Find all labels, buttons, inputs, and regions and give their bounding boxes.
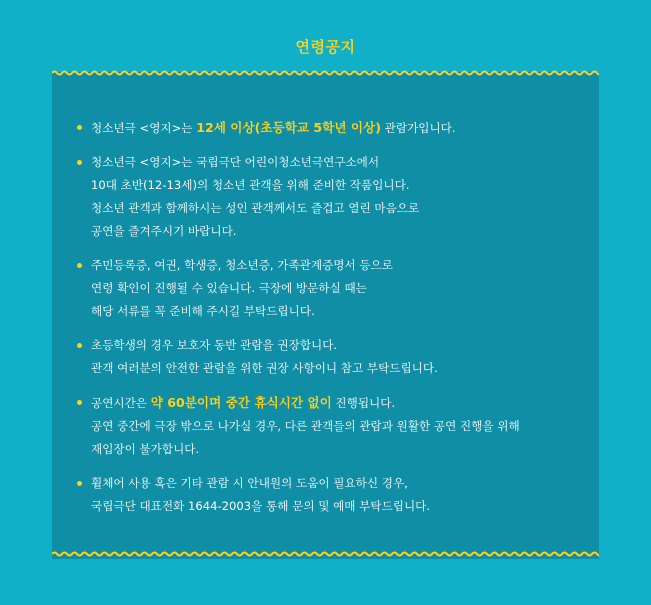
notice-item [52, 116, 599, 140]
notice-text: 공연 중간에 극장 밖으로 나가실 경우, 다른 관객들의 관람과 원활한 공연 진행을 위해 [91, 419, 520, 433]
notice-text: 연령 확인이 진행될 수 있습니다. 극장에 방문하실 때는 [91, 281, 367, 295]
top-wave-border [52, 68, 599, 78]
bullet-icon [77, 481, 82, 486]
bottom-wave-border [52, 549, 599, 559]
notice-line [91, 334, 587, 357]
notice-line [91, 151, 587, 174]
notice-line [91, 415, 587, 438]
notice-item [52, 151, 599, 243]
notice-item [52, 254, 599, 323]
notice-line [91, 472, 587, 495]
notice-text: 관객 여러분의 안전한 관람을 위한 권장 사항이니 참고 부탁드립니다. [91, 361, 438, 375]
notice-item [52, 391, 599, 461]
notice-line [91, 220, 587, 243]
bullet-icon [77, 160, 82, 165]
bullet-icon [77, 400, 82, 405]
notice-text: 휠체어 사용 혹은 기타 관람 시 안내원의 도움이 필요하신 경우, [91, 476, 408, 490]
notice-line [91, 357, 587, 380]
notice-text: 10대 초반(12-13세)의 청소년 관객을 위해 준비한 작품입니다. [91, 178, 410, 192]
notice-text: 주민등록증, 여권, 학생증, 청소년증, 가족관계증명서 등으로 [91, 258, 393, 272]
notice-line [91, 391, 587, 415]
notice-text: 공연시간은 [91, 396, 151, 410]
notice-line [91, 277, 587, 300]
notice-text: 공연을 즐겨주시기 바랍니다. [91, 224, 237, 238]
notice-line [91, 197, 587, 220]
notice-text: 청소년극 <영지>는 [91, 121, 197, 135]
bullet-icon [77, 343, 82, 348]
notice-line [91, 438, 587, 461]
notice-item [52, 334, 599, 380]
notice-text: 국립극단 대표전화 1644-2003을 통해 문의 및 예매 부탁드립니다. [91, 499, 431, 513]
notice-text: 해당 서류를 꼭 준비해 주시길 부탁드립니다. [91, 304, 315, 318]
notice-text: 초등학생의 경우 보호자 동반 관람을 권장합니다. [91, 338, 338, 352]
notice-list [52, 116, 599, 529]
highlight-text: 12세 이상(초등학교 5학년 이상) [196, 120, 381, 135]
notice-text: 청소년극 <영지>는 국립극단 어린이청소년극연구소에서 [91, 155, 380, 169]
highlight-text: 약 60분이며 중간 휴식시간 없이 [150, 395, 332, 410]
page-title: 연령공지 [295, 38, 356, 56]
notice-line [91, 300, 587, 323]
notice-text: 청소년 관객과 함께하시는 성인 관객께서도 즐겁고 열린 마음으로 [91, 201, 420, 215]
notice-text: 진행됩니다. [331, 396, 396, 410]
notice-line [91, 174, 587, 197]
bullet-icon [77, 125, 82, 130]
notice-item [52, 472, 599, 518]
notice-text: 관람가입니다. [380, 121, 456, 135]
bullet-icon [77, 263, 82, 268]
notice-panel [52, 72, 599, 559]
notice-line [91, 254, 587, 277]
notice-text: 재입장이 불가합니다. [91, 442, 200, 456]
notice-line [91, 116, 587, 140]
notice-line [91, 495, 587, 518]
